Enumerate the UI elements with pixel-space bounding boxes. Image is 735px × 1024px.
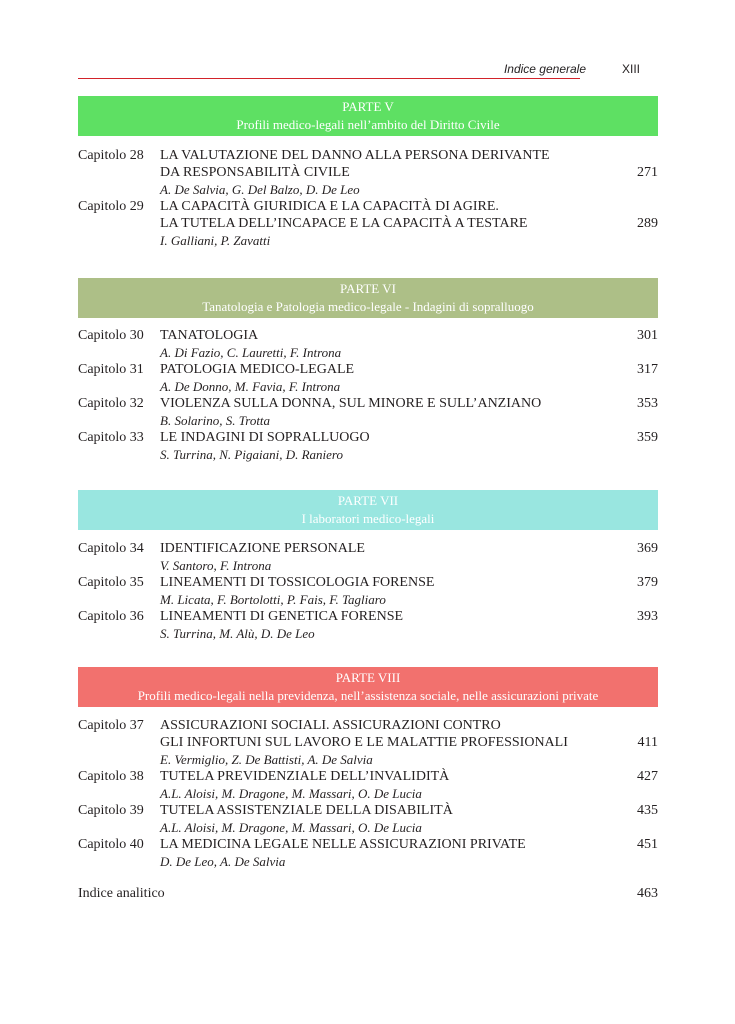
chapter-number: Capitolo 31: [78, 362, 144, 377]
chapter-authors: A. Di Fazio, C. Lauretti, F. Introna: [160, 345, 342, 360]
chapter-authors: B. Solarino, S. Trotta: [160, 413, 271, 428]
chapter-number: Capitolo 36: [78, 609, 144, 624]
chapter-title: DA RESPONSABILITÀ CIVILE: [160, 165, 350, 180]
running-header: [78, 62, 658, 78]
chapter-page: 271: [637, 165, 658, 180]
chapter-number: Capitolo 40: [78, 837, 144, 852]
chapter-page: 411: [637, 735, 658, 750]
chapter-title: LA TUTELA DELL’INCAPACE E LA CAPACITÀ A TESTARE: [160, 216, 528, 231]
part-title: PARTE VI: [340, 281, 396, 296]
chapter-number: Capitolo 30: [78, 328, 144, 343]
chapter-list: [78, 147, 658, 249]
chapter-page: 393: [637, 609, 658, 624]
toc-entry[interactable]: [78, 147, 658, 198]
chapter-authors: I. Galliani, P. Zavatti: [160, 233, 271, 248]
chapter-title: TUTELA PREVIDENZIALE DELL’INVALIDITÀ: [160, 769, 450, 784]
chapter-title: LA VALUTAZIONE DEL DANNO ALLA PERSONA DERIVANTE: [160, 148, 550, 163]
toc-entry[interactable]: [78, 540, 658, 574]
chapter-authors: A. De Salvia, G. Del Balzo, D. De Leo: [160, 182, 360, 197]
part-subtitle: Tanatologia e Patologia medico-legale - Indagini di sopralluogo: [202, 299, 534, 314]
chapter-title: PATOLOGIA MEDICO-LEGALE: [160, 362, 355, 377]
chapter-number: Capitolo 35: [78, 575, 144, 590]
chapter-title: GLI INFORTUNI SUL LAVORO E LE MALATTIE PROFESSIONALI: [160, 735, 568, 750]
part-subtitle: I laboratori medico-legali: [301, 511, 435, 526]
part-title: PARTE V: [342, 99, 394, 114]
chapter-authors: V. Santoro, F. Introna: [160, 558, 272, 573]
chapter-page: 427: [637, 769, 658, 784]
chapter-number: Capitolo 33: [78, 430, 144, 445]
chapter-page: 379: [637, 575, 658, 590]
chapter-title: ASSICURAZIONI SOCIALI. ASSICURAZIONI CONTRO: [160, 718, 501, 733]
index-page: 463: [637, 886, 658, 901]
chapter-page: 289: [637, 216, 658, 231]
chapter-title: TUTELA ASSISTENZIALE DELLA DISABILITÀ: [160, 803, 453, 818]
part-title: PARTE VII: [337, 493, 399, 508]
toc-entry[interactable]: [78, 395, 658, 429]
toc-entry[interactable]: [78, 198, 658, 249]
chapter-title: TANATOLOGIA: [160, 328, 259, 343]
chapter-title: LINEAMENTI DI GENETICA FORENSE: [160, 609, 404, 624]
chapter-page: 451: [637, 837, 658, 852]
chapter-page: 353: [637, 396, 658, 411]
part-banner: [78, 490, 658, 530]
chapter-title: LA CAPACITÀ GIURIDICA E LA CAPACITÀ DI AGIRE.: [160, 199, 499, 214]
toc-entry[interactable]: [78, 717, 658, 768]
chapter-list: [78, 540, 658, 642]
chapter-number: Capitolo 38: [78, 769, 144, 784]
index-label: Indice analitico: [78, 886, 165, 901]
chapter-list: [78, 327, 658, 463]
chapter-title: LINEAMENTI DI TOSSICOLOGIA FORENSE: [160, 575, 435, 590]
part-banner: [78, 278, 658, 318]
chapter-number: Capitolo 39: [78, 803, 144, 818]
part-subtitle: Profili medico-legali nella previdenza, nell’assistenza sociale, nelle assicurazioni private: [137, 688, 599, 703]
chapter-authors: A.L. Aloisi, M. Dragone, M. Massari, O. De Lucia: [160, 820, 422, 835]
chapter-authors: S. Turrina, N. Pigaiani, D. Raniero: [160, 447, 343, 462]
chapter-authors: M. Licata, F. Bortolotti, P. Fais, F. Tagliaro: [160, 592, 386, 607]
toc-entry[interactable]: [78, 608, 658, 642]
chapter-authors: A.L. Aloisi, M. Dragone, M. Massari, O. De Lucia: [160, 786, 422, 801]
chapter-title: IDENTIFICAZIONE PERSONALE: [160, 541, 365, 556]
toc-entry[interactable]: [78, 768, 658, 802]
toc-entry[interactable]: [78, 836, 658, 870]
part-banner: [78, 96, 658, 136]
chapter-authors: S. Turrina, M. Alù, D. De Leo: [160, 626, 315, 641]
chapter-page: 301: [637, 328, 658, 343]
header-rule: [78, 78, 580, 79]
chapter-page: 435: [637, 803, 658, 818]
chapter-page: 359: [637, 430, 658, 445]
chapter-number: Capitolo 29: [78, 199, 144, 214]
chapter-list: [78, 717, 658, 870]
chapter-page: 317: [637, 362, 658, 377]
toc-entry[interactable]: [78, 574, 658, 608]
page-number: XIII: [621, 62, 640, 76]
index-entry[interactable]: [78, 885, 658, 903]
part-subtitle: Profili medico-legali nell’ambito del Diritto Civile: [236, 117, 500, 132]
chapter-authors: E. Vermiglio, Z. De Battisti, A. De Salvia: [160, 752, 373, 767]
part-banner: [78, 667, 658, 707]
toc-entry[interactable]: [78, 327, 658, 361]
toc-entry[interactable]: [78, 361, 658, 395]
running-title: Indice generale: [503, 62, 586, 76]
toc-entry[interactable]: [78, 429, 658, 463]
toc-entry[interactable]: [78, 802, 658, 836]
chapter-authors: A. De Donno, M. Favia, F. Introna: [160, 379, 341, 394]
chapter-title: LE INDAGINI DI SOPRALLUOGO: [160, 430, 370, 445]
chapter-page: 369: [637, 541, 658, 556]
part-title: PARTE VIII: [335, 670, 401, 685]
chapter-title: VIOLENZA SULLA DONNA, SUL MINORE E SULL’ANZIANO: [160, 396, 542, 411]
chapter-title: LA MEDICINA LEGALE NELLE ASSICURAZIONI PRIVATE: [160, 837, 526, 852]
chapter-number: Capitolo 34: [78, 541, 144, 556]
chapter-number: Capitolo 32: [78, 396, 144, 411]
chapter-authors: D. De Leo, A. De Salvia: [160, 854, 286, 869]
chapter-number: Capitolo 37: [78, 718, 144, 733]
chapter-number: Capitolo 28: [78, 148, 144, 163]
